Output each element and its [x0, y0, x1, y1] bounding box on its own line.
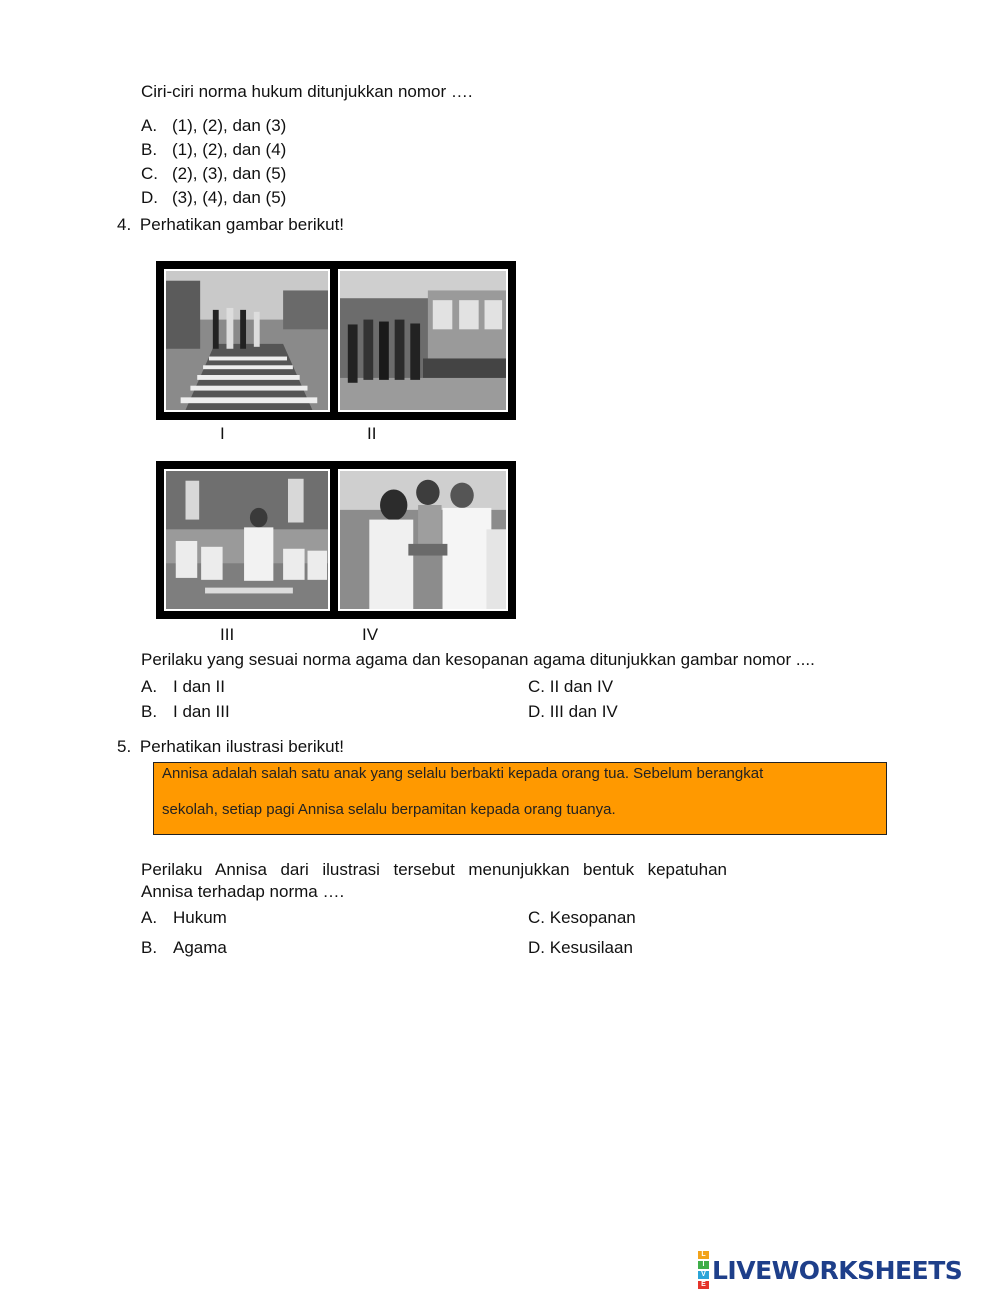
q4-option-c[interactable]: [528, 677, 613, 697]
illustration-box: [153, 762, 887, 835]
label-image-iv: IV: [362, 625, 379, 644]
label-image-i: I: [220, 424, 225, 443]
logo-letter-i: I: [698, 1261, 709, 1269]
photo-praying: [164, 469, 330, 611]
illustration-line-2: sekolah, setiap pagi Annisa selalu berpamitan kepada orang tuanya.: [162, 801, 616, 818]
option-letter: A.: [141, 677, 158, 696]
q5-option-b[interactable]: [141, 938, 227, 958]
q3-option-c[interactable]: [141, 164, 286, 184]
q3-option-a[interactable]: [141, 116, 286, 136]
option-letter: A.: [141, 908, 158, 927]
q4-option-b[interactable]: [141, 702, 230, 722]
q4-option-d[interactable]: [528, 702, 618, 722]
option-letter: B.: [141, 938, 158, 957]
q4-question: Perilaku yang sesuai norma agama dan kesopanan agama ditunjukkan gambar nomor ....: [141, 650, 815, 669]
liveworksheets-brand: [698, 1251, 963, 1288]
option-letter: B.: [141, 140, 158, 159]
logo-letter-e: E: [698, 1281, 709, 1289]
option-text: II dan IV: [549, 677, 614, 696]
q3-option-b[interactable]: [141, 140, 286, 160]
option-text: Kesopanan: [549, 908, 636, 927]
q5-option-c[interactable]: [528, 908, 636, 928]
option-text: I dan II: [173, 677, 225, 696]
q5-prompt: [117, 737, 344, 757]
option-text: (2), (3), dan (5): [172, 164, 287, 183]
question-prompt: Perhatikan ilustrasi berikut!: [139, 737, 345, 756]
option-letter: D.: [141, 188, 158, 207]
q3-stem: Ciri-ciri norma hukum ditunjukkan nomor ….: [141, 82, 473, 101]
liveworksheets-logo-icon: [698, 1250, 709, 1290]
photo-queue-counter: [338, 269, 508, 412]
option-letter: B.: [141, 702, 158, 721]
q5-question-line-1: Perilaku Annisa dari ilustrasi tersebut menunjukkan bentuk kepatuhan: [141, 860, 727, 879]
option-text: III dan IV: [549, 702, 618, 721]
q5-option-d[interactable]: [528, 938, 633, 958]
photo-greeting-parents: [338, 469, 508, 611]
q5-option-a[interactable]: [141, 908, 227, 928]
option-text: Kesusilaan: [549, 938, 633, 957]
label-image-iii: III: [220, 625, 235, 644]
photo-zebra-crossing: [164, 269, 330, 412]
q4-option-a[interactable]: [141, 677, 225, 697]
option-text: (1), (2), dan (3): [172, 116, 287, 135]
question-number: 5.: [117, 737, 132, 756]
option-text: I dan III: [173, 702, 230, 721]
logo-letter-l: L: [698, 1251, 709, 1259]
q4-prompt: [117, 215, 344, 235]
q3-option-d[interactable]: [141, 188, 286, 208]
option-letter: C.: [528, 908, 545, 927]
q5-question-line-2: Annisa terhadap norma ….: [141, 882, 345, 901]
option-letter: D.: [528, 702, 545, 721]
option-letter: C.: [141, 164, 158, 183]
question-prompt: Perhatikan gambar berikut!: [139, 215, 345, 234]
option-letter: D.: [528, 938, 545, 957]
option-text: (1), (2), dan (4): [172, 140, 287, 159]
illustration-line-1: Annisa adalah salah satu anak yang selalu berbakti kepada orang tua. Sebelum berangkat: [162, 765, 764, 782]
option-text: (3), (4), dan (5): [172, 188, 287, 207]
photo-frame-bottom: [156, 461, 516, 619]
option-letter: C.: [528, 677, 545, 696]
brand-name: LIVEWORKSHEETS: [712, 1255, 963, 1285]
option-text: Agama: [173, 938, 227, 957]
photo-frame-top: [156, 261, 516, 420]
logo-letter-v: V: [698, 1271, 709, 1279]
question-number: 4.: [117, 215, 132, 234]
option-letter: A.: [141, 116, 158, 135]
option-text: Hukum: [173, 908, 227, 927]
label-image-ii: II: [367, 424, 377, 443]
